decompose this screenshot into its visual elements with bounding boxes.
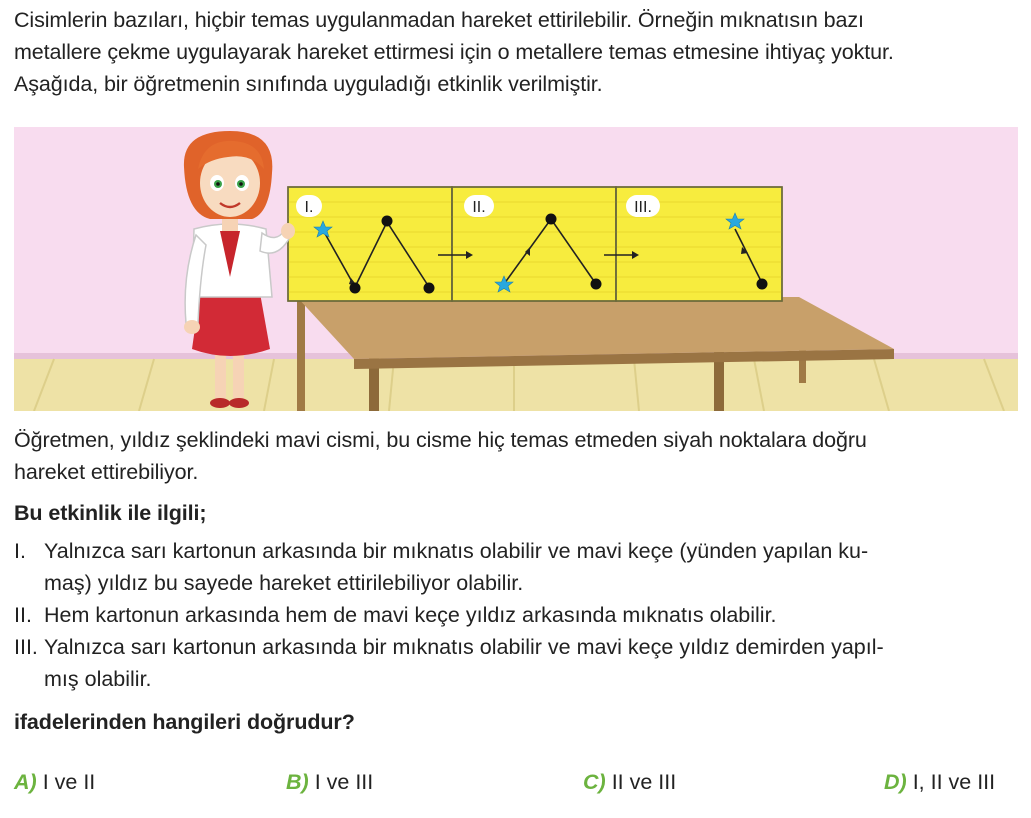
option-a[interactable] bbox=[14, 770, 95, 795]
panel-label-2 bbox=[464, 195, 494, 217]
svg-text:II.: II. bbox=[472, 199, 486, 216]
answer-options bbox=[0, 770, 1031, 806]
statement-line: Yalnızca sarı kartonun arkasında bir mıknatıs olabilir ve mavi keçe yıldız demirden yapıl- bbox=[44, 635, 884, 659]
floor bbox=[14, 359, 1018, 411]
option-letter: C) bbox=[583, 770, 606, 794]
option-letter: B) bbox=[286, 770, 309, 794]
black-dot bbox=[591, 279, 602, 290]
option-letter: D) bbox=[884, 770, 907, 794]
option-text: II ve III bbox=[611, 770, 677, 794]
statement-line: Yalnızca sarı kartonun arkasında bir mıknatıs olabilir ve mavi keçe (yünden yapılan ku- bbox=[44, 539, 869, 563]
svg-text:I.: I. bbox=[304, 199, 314, 216]
black-dot bbox=[350, 283, 361, 294]
black-dot bbox=[546, 214, 557, 225]
intro-line: Aşağıda, bir öğretmenin sınıfında uyguladığı etkinlik verilmiştir. bbox=[14, 72, 603, 96]
option-letter: A) bbox=[14, 770, 37, 794]
svg-text:III.: III. bbox=[634, 199, 652, 216]
description-paragraph bbox=[14, 424, 1019, 488]
option-text: I ve II bbox=[42, 770, 96, 794]
option-c[interactable] bbox=[583, 770, 676, 795]
classroom-illustration bbox=[14, 127, 1018, 411]
statement-number: III. bbox=[14, 635, 38, 659]
question-text: ifadelerinden hangileri doğrudur? bbox=[14, 710, 355, 734]
statement-item-3 bbox=[14, 631, 1019, 695]
intro-line: Cisimlerin bazıları, hiçbir temas uygulanmadan hareket ettirilebilir. Örneğin mıknatısın bazı bbox=[14, 8, 864, 32]
statement-number: I. bbox=[14, 539, 26, 563]
panel-label-3 bbox=[626, 195, 660, 217]
intro-line: metallere çekme uygulayarak hareket ettirmesi için o metallere temas etmesine ihtiyaç yoktur. bbox=[14, 40, 894, 64]
statement-line: Hem kartonun arkasında hem de mavi keçe yıldız arkasında mıknatıs olabilir. bbox=[44, 603, 777, 627]
yellow-board bbox=[288, 187, 782, 301]
intro-paragraph bbox=[14, 4, 1019, 100]
statement-line: mış olabilir. bbox=[44, 667, 152, 691]
black-dot bbox=[382, 216, 393, 227]
panel-label-1 bbox=[296, 195, 322, 217]
option-text: I ve III bbox=[314, 770, 374, 794]
lead-heading: Bu etkinlik ile ilgili; bbox=[14, 501, 207, 525]
statement-list bbox=[14, 535, 1019, 695]
description-line: Öğretmen, yıldız şeklindeki mavi cismi, bu cisme hiç temas etmeden siyah noktalara doğru bbox=[14, 428, 867, 452]
statement-line: maş) yıldız bu sayede hareket ettirilebiliyor olabilir. bbox=[44, 571, 524, 595]
statement-item-2 bbox=[14, 599, 1019, 631]
black-dot bbox=[757, 279, 768, 290]
black-dot bbox=[424, 283, 435, 294]
option-d[interactable] bbox=[884, 770, 995, 795]
description-line: hareket ettirebiliyor. bbox=[14, 460, 199, 484]
statement-number: II. bbox=[14, 603, 32, 627]
option-text: I, II ve III bbox=[912, 770, 996, 794]
statement-item-1 bbox=[14, 535, 1019, 599]
option-b[interactable] bbox=[286, 770, 373, 795]
